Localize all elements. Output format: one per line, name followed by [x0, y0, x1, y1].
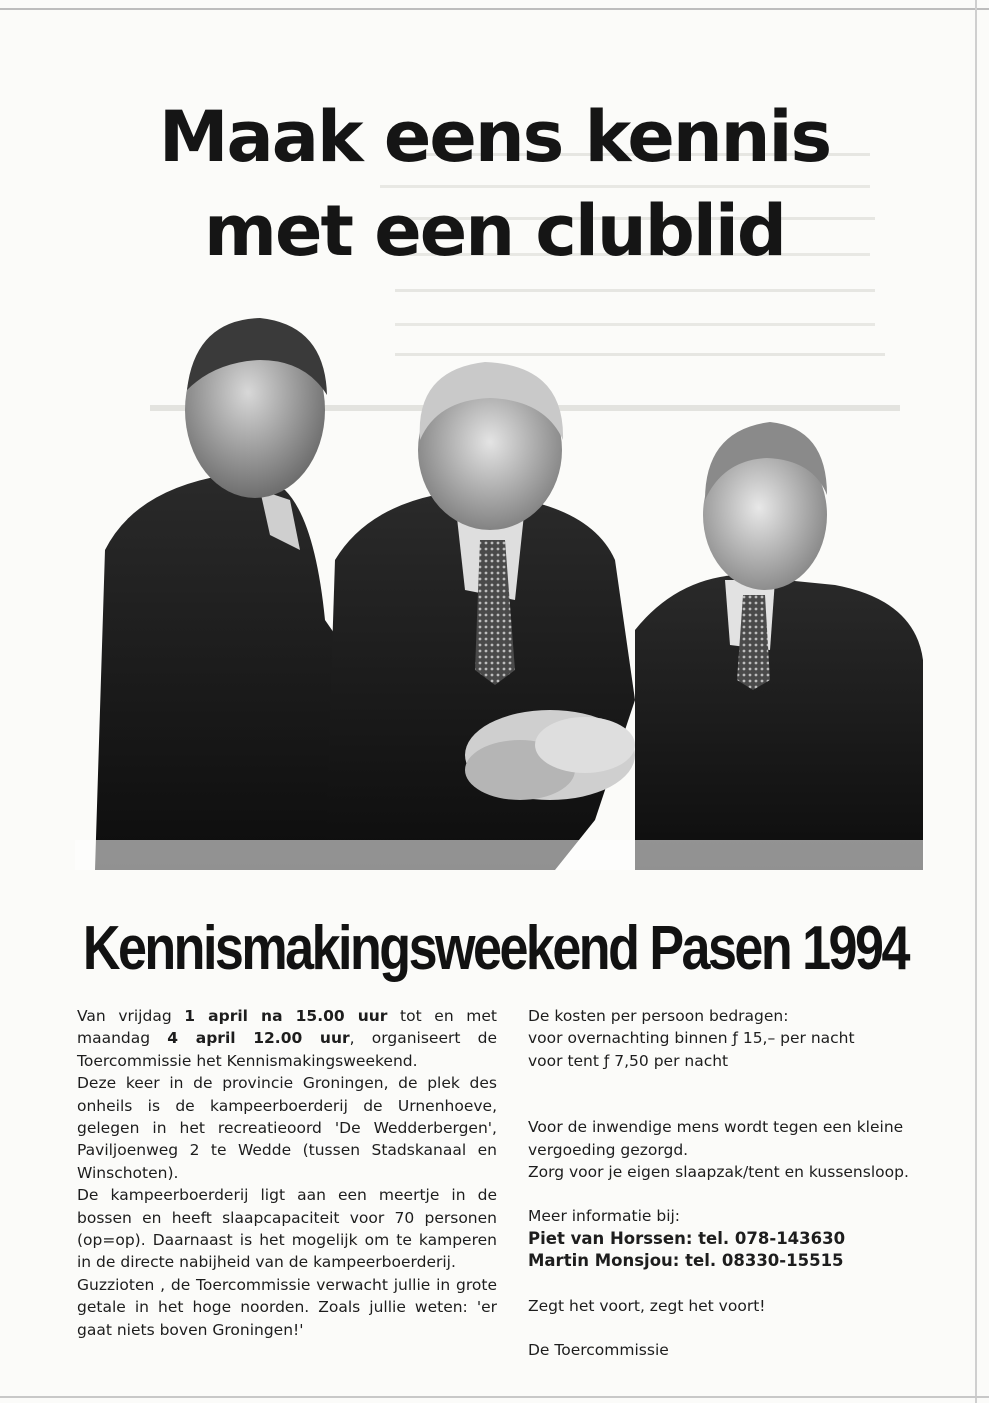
contact-piet: Piet van Horssen: tel. 078-143630 — [528, 1228, 846, 1248]
start-datetime: 1 april na 15.00 uur — [184, 1007, 388, 1025]
accommodation-paragraph: De kampeerboerderij ligt aan een meertje in de bossen en heeft slaapcapaciteit voor 70 personen (op=op). Daarnaast is het mogelijk om te kamperen in de directe nabijheid van de kampeerboerderij. — [77, 1186, 497, 1272]
left-column — [77, 1005, 497, 1341]
slogan: Zegt het voort, zegt het voort! — [528, 1296, 766, 1315]
end-datetime: 4 april 12.00 uur — [167, 1029, 350, 1048]
intro-paragraph — [77, 1005, 497, 1072]
bottom-border-line — [0, 1396, 989, 1398]
handshake-photo — [75, 300, 925, 870]
costs-indoor: voor overnachting binnen ƒ 15,– per nacht — [528, 1029, 855, 1048]
contact-martin: Martin Monsjou: tel. 08330-15515 — [528, 1251, 844, 1271]
location-paragraph: Deze keer in de provincie Groningen, de plek des onheils is de kampeerboerderij de Urnenhoeve, gelegen in het recreatieoord 'De Wedderbergen', Paviljoenweg 2 te Wedde (tussen Stadskanaal en Winschoten). — [77, 1074, 497, 1182]
costs-intro: De kosten per persoon bedragen: — [528, 1007, 789, 1025]
intro-text-c: tot en met maandag — [77, 1007, 497, 1048]
bring-note: Zorg voor je eigen slaapzak/tent en kussensloop. — [528, 1163, 909, 1182]
event-title: Kennismakingsweekend Pasen 1994 — [82, 914, 908, 983]
right-column — [528, 1005, 958, 1361]
headline-line-1: Maak eens kennis — [158, 96, 831, 178]
invitation-paragraph: Guzzioten , de Toercommissie verwacht jullie in grote getale in het hoge noorden. Zoals jullie weten: 'er gaat niets boven Groningen!' — [77, 1275, 497, 1339]
headline-line-2: met een clublid — [204, 190, 785, 272]
top-border-line — [0, 8, 989, 10]
info-intro: Meer informatie bij: — [528, 1207, 681, 1226]
signature: De Toercommissie — [528, 1341, 669, 1360]
intro-text-a: Van vrijdag — [77, 1007, 185, 1025]
costs-tent: voor tent ƒ 7,50 per nacht — [528, 1051, 729, 1070]
intro-text-e: , organiseert de Toercommissie het Kennismakingsweekend. — [77, 1029, 497, 1070]
food-note: Voor de inwendige mens wordt tegen een kleine vergoeding gezorgd. — [528, 1118, 904, 1159]
